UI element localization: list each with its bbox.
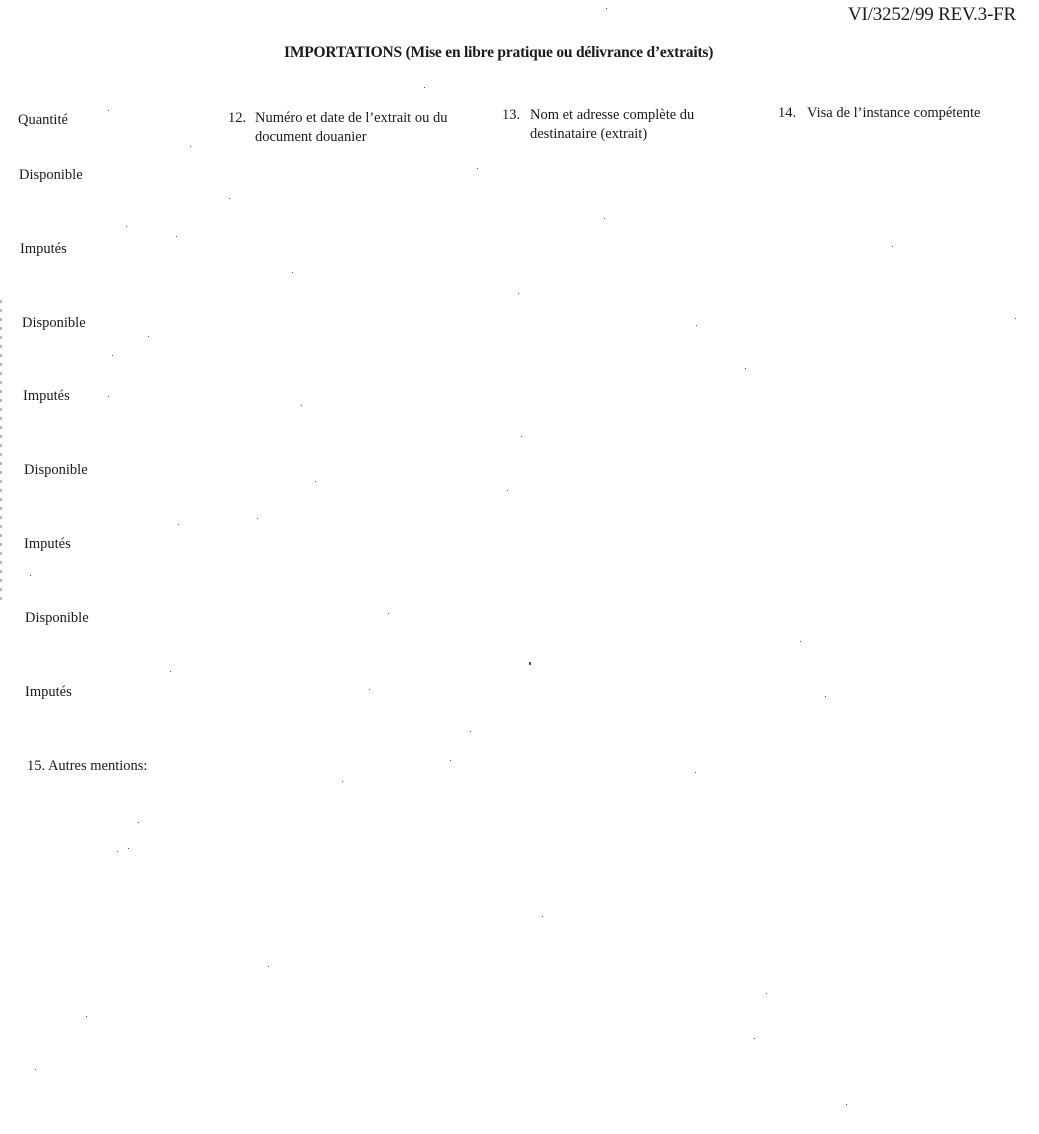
column-number: 13. <box>502 107 521 123</box>
column-header-13 <box>502 106 742 146</box>
column-header-12 <box>228 109 488 149</box>
row-label-imputes: Imputés <box>23 388 70 404</box>
row-label-imputes: Imputés <box>20 241 67 257</box>
column-label-line1: Visa de l’instance compétente <box>807 105 981 121</box>
column-label-line1: Numéro et date de l’extrait ou du <box>255 110 448 126</box>
quantity-header: Quantité <box>18 112 68 128</box>
row-label-disponible: Disponible <box>24 462 88 478</box>
row-label-disponible: Disponible <box>19 167 83 183</box>
remarks-label: 15. Autres mentions: <box>27 758 148 774</box>
row-label-imputes: Imputés <box>24 536 71 552</box>
column-number: 14. <box>778 105 797 121</box>
column-number: 12. <box>228 110 247 126</box>
column-label-line2: document douanier <box>255 129 367 145</box>
row-label-imputes: Imputés <box>25 684 72 700</box>
page-title: IMPORTATIONS (Mise en libre pratique ou délivrance d’extraits) <box>284 44 714 61</box>
scan-margin-artifact <box>0 300 2 600</box>
row-label-disponible: Disponible <box>22 315 86 331</box>
row-label-disponible: Disponible <box>25 610 89 626</box>
column-header-14 <box>778 104 1028 144</box>
column-label-line1: Nom et adresse complète du <box>530 107 695 123</box>
column-label-line2: destinataire (extrait) <box>530 126 648 142</box>
document-reference: VI/3252/99 REV.3-FR <box>848 4 1016 25</box>
